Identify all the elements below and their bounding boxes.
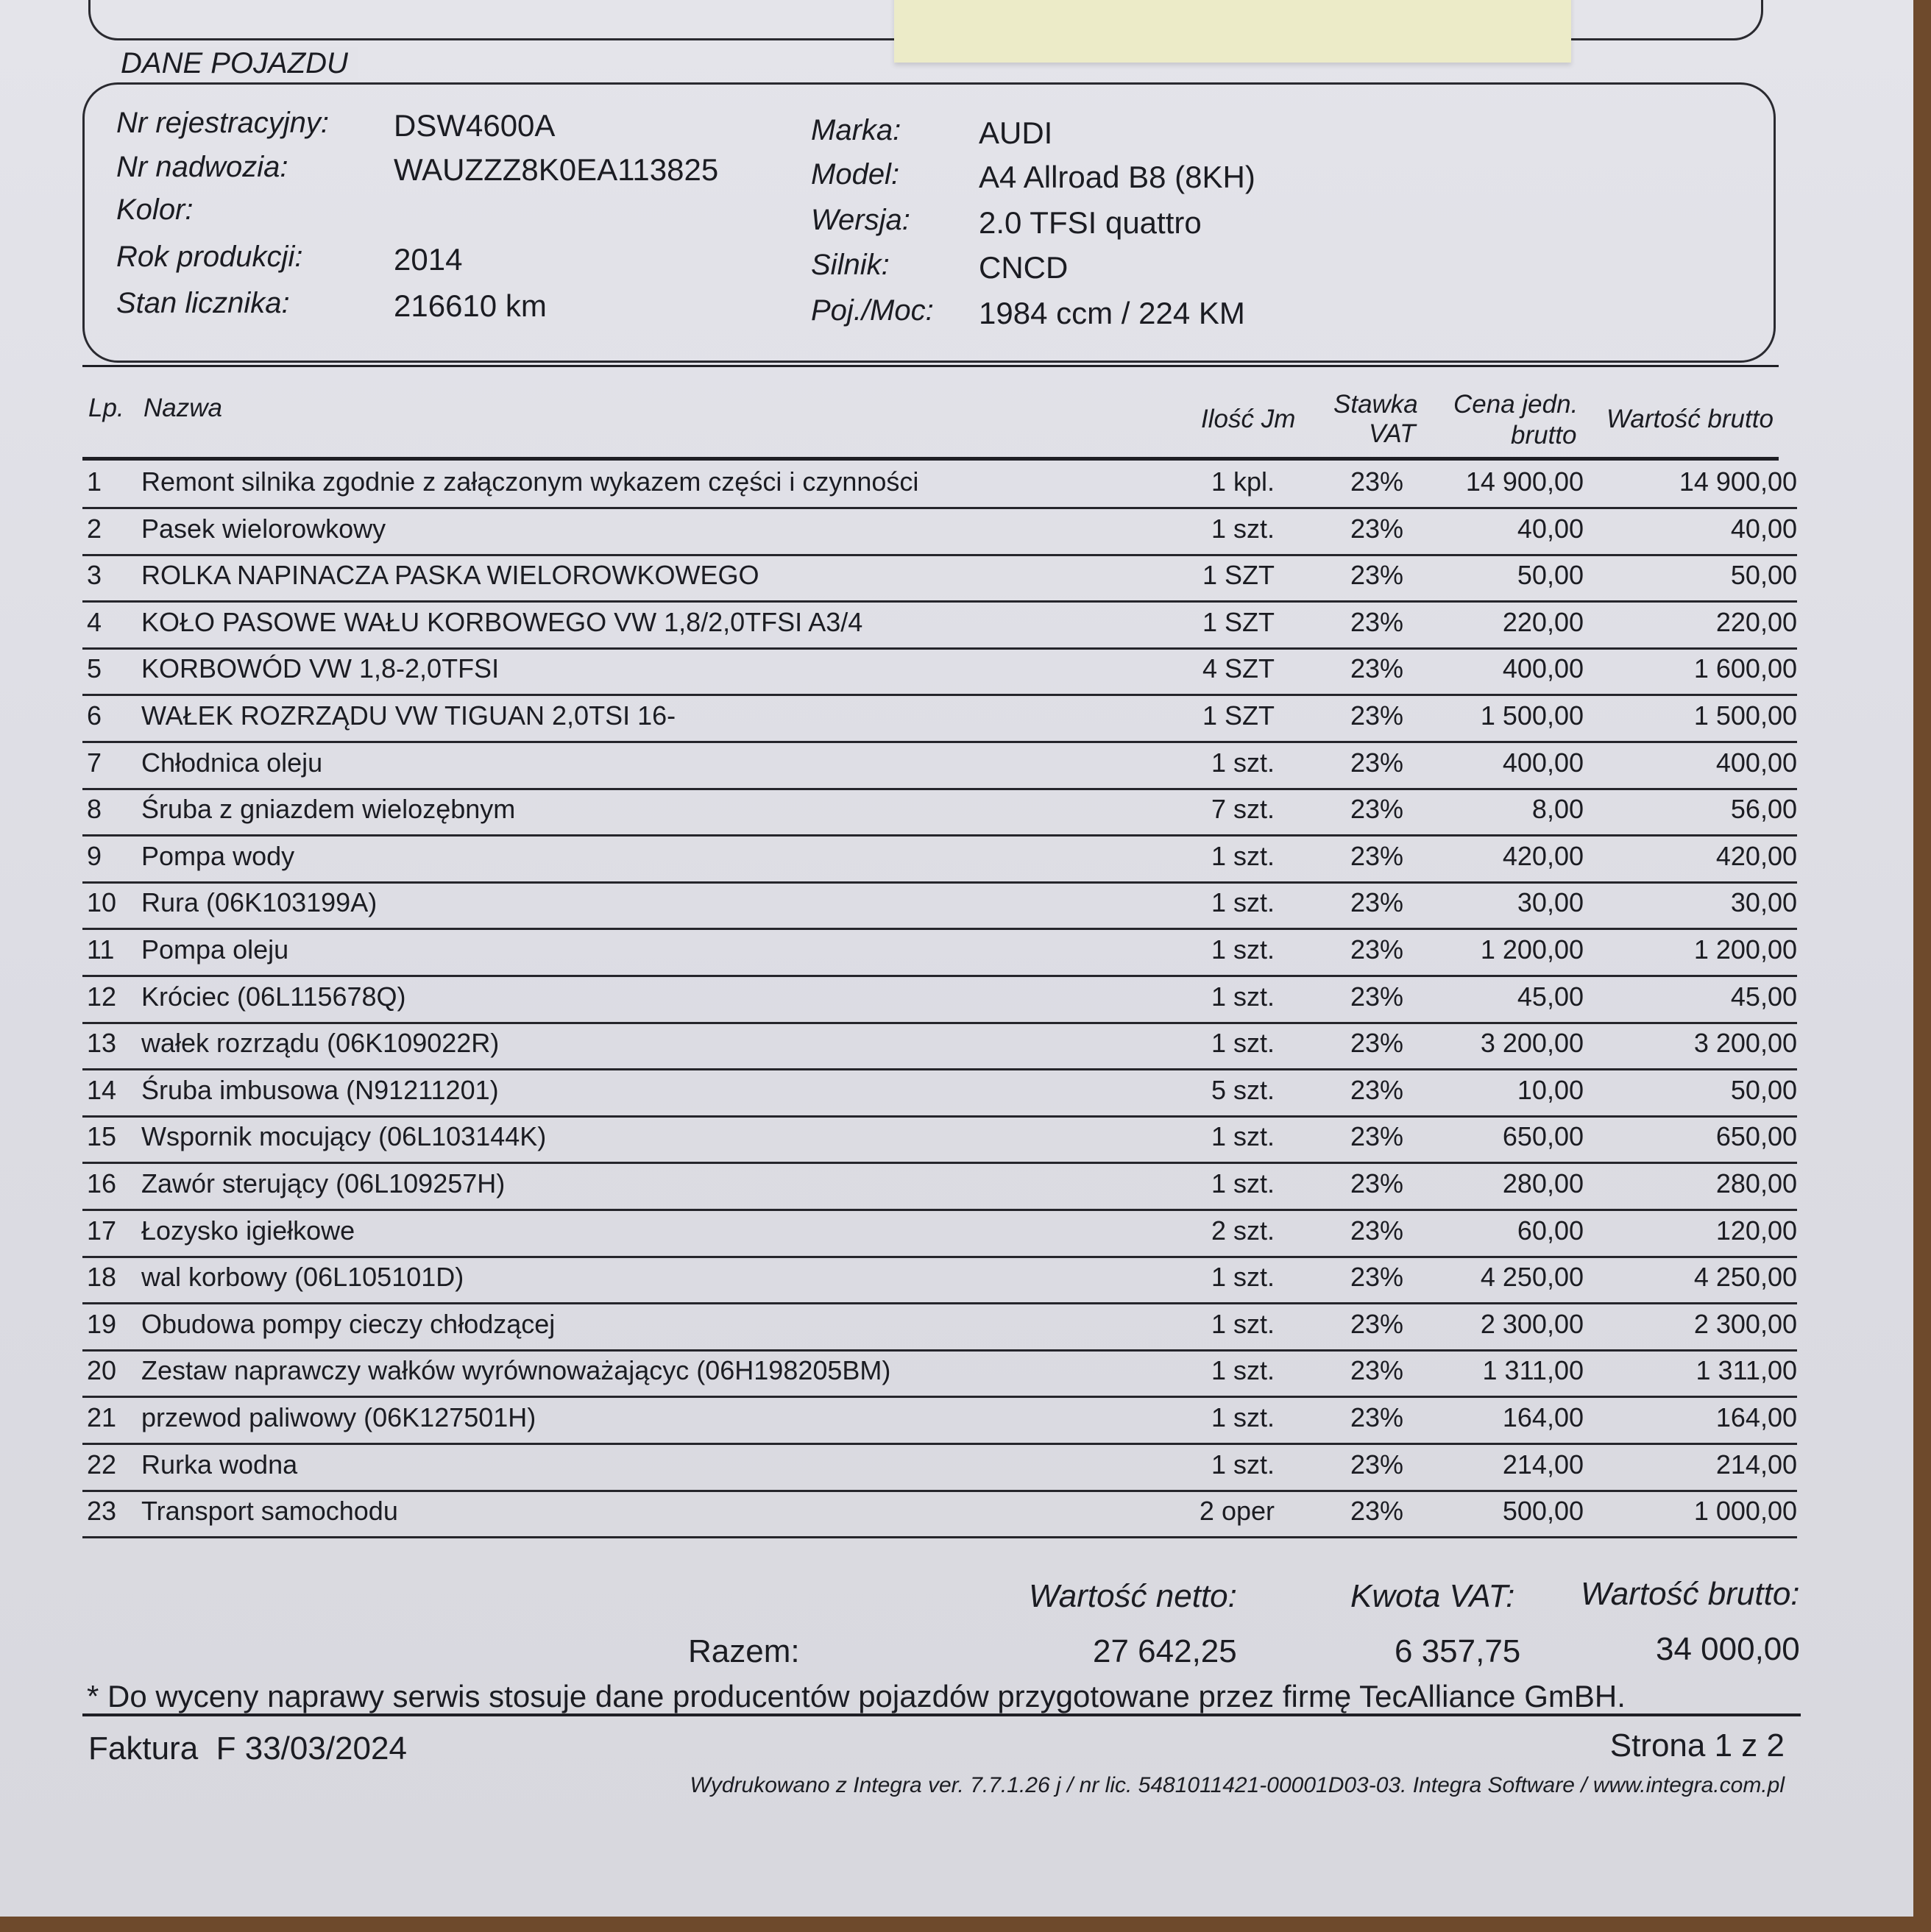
cell-unit-price: 1 500,00 <box>1480 700 1584 731</box>
invoice-number-value: F 33/03/2024 <box>216 1730 407 1766</box>
cell-qty: 1 szt. <box>1211 887 1275 917</box>
cell-lp: 23 <box>87 1496 117 1526</box>
cell-name: Rura (06K103199A) <box>141 887 378 917</box>
cell-name: Remont silnika zgodnie z załączonym wykazem części i czynności <box>141 466 919 497</box>
cell-total: 50,00 <box>1730 1075 1797 1105</box>
cell-lp: 7 <box>87 747 102 778</box>
cell-vat: 23% <box>1350 841 1403 871</box>
cell-total: 1 200,00 <box>1693 934 1797 965</box>
cell-vat: 23% <box>1350 887 1403 917</box>
vehicle-right-value-1: AUDI <box>979 116 1053 150</box>
cell-total: 400,00 <box>1715 747 1797 778</box>
cell-qty: 1 SZT <box>1202 700 1275 731</box>
cell-lp: 1 <box>87 466 102 497</box>
vehicle-right-label-2: Model: <box>811 158 900 191</box>
cell-name: wałek rozrządu (06K109022R) <box>141 1028 500 1058</box>
net-value: 27 642,25 <box>1093 1633 1237 1669</box>
vat-amount-value: 6 357,75 <box>1395 1633 1521 1669</box>
vehicle-right-label-4: Silnik: <box>811 249 890 281</box>
vehicle-right-value-3: 2.0 TFSI quattro <box>979 205 1202 240</box>
table-row <box>82 601 1797 650</box>
cell-unit-price: 220,00 <box>1502 607 1584 637</box>
cell-qty: 2 szt. <box>1211 1215 1275 1246</box>
cell-total: 2 300,00 <box>1693 1309 1797 1339</box>
table-row <box>82 1490 1797 1538</box>
table-row <box>82 1256 1797 1304</box>
vehicle-right-label-1: Marka: <box>811 114 901 146</box>
cell-name: wal korbowy (06L105101D) <box>141 1262 464 1292</box>
vehicle-right-label-5: Poj./Moc: <box>811 294 934 327</box>
header-total: Wartość brutto <box>1606 405 1774 433</box>
cell-unit-price: 214,00 <box>1502 1449 1584 1480</box>
vehicle-left-value-2: WAUZZZ8K0EA113825 <box>394 152 719 187</box>
cell-vat: 23% <box>1350 653 1403 683</box>
table-row <box>82 928 1797 977</box>
cell-total: 220,00 <box>1715 607 1797 637</box>
table-row <box>82 508 1797 556</box>
cell-vat: 23% <box>1350 794 1403 824</box>
cell-total: 3 200,00 <box>1693 1028 1797 1058</box>
cell-qty: 1 szt. <box>1211 1121 1275 1151</box>
cell-name: Śruba imbusowa (N91211201) <box>141 1075 499 1105</box>
cell-lp: 15 <box>87 1121 117 1151</box>
cell-vat: 23% <box>1350 1496 1403 1526</box>
cell-qty: 1 szt. <box>1211 1402 1275 1432</box>
vehicle-left-value-4: 2014 <box>394 242 463 277</box>
cell-lp: 2 <box>87 514 102 544</box>
page-number: Strona 1 z 2 <box>1609 1727 1785 1764</box>
cell-qty: 4 SZT <box>1202 653 1275 683</box>
vehicle-left-label-2: Nr nadwozia: <box>116 151 288 183</box>
cell-total: 280,00 <box>1715 1168 1797 1198</box>
header-vat-line2: VAT <box>1369 419 1416 448</box>
cell-unit-price: 45,00 <box>1517 981 1584 1012</box>
cell-lp: 10 <box>87 887 117 917</box>
footnote: * Do wyceny naprawy serwis stosuje dane producentów pojazdów przygotowane przez firmę TecAlliance GmBH. <box>87 1679 1626 1713</box>
table-row <box>82 1303 1797 1352</box>
vehicle-left-value-1: DSW4600A <box>394 108 556 143</box>
table-row <box>82 1210 1797 1258</box>
cell-qty: 1 szt. <box>1211 1168 1275 1198</box>
cell-qty: 1 kpl. <box>1211 466 1275 497</box>
cell-vat: 23% <box>1350 466 1403 497</box>
cell-lp: 16 <box>87 1168 117 1198</box>
table-row <box>82 647 1797 696</box>
cell-name: KORBOWÓD VW 1,8-2,0TFSI <box>141 653 500 683</box>
cell-unit-price: 14 900,00 <box>1465 466 1584 497</box>
vehicle-right-value-2: A4 Allroad B8 (8KH) <box>979 160 1255 194</box>
table-top-rule <box>82 365 1779 367</box>
cell-name: WAŁEK ROZRZĄDU VW TIGUAN 2,0TSI 16- <box>141 700 676 731</box>
vehicle-left-label-4: Rok produkcji: <box>116 241 303 273</box>
vehicle-right-value-4: CNCD <box>979 250 1069 285</box>
cell-unit-price: 60,00 <box>1517 1215 1584 1246</box>
cell-unit-price: 1 311,00 <box>1482 1355 1584 1385</box>
cell-lp: 9 <box>87 841 102 871</box>
cell-unit-price: 8,00 <box>1531 794 1584 824</box>
cell-name: Zestaw naprawczy wałków wyrównoważającyc (06H198205BM) <box>141 1355 891 1385</box>
cell-unit-price: 400,00 <box>1502 653 1584 683</box>
cell-qty: 1 szt. <box>1211 934 1275 965</box>
cell-qty: 1 szt. <box>1211 981 1275 1012</box>
table-row <box>82 1115 1797 1164</box>
header-name: Nazwa <box>144 394 222 422</box>
cell-name: Zawór sterujący (06L109257H) <box>141 1168 506 1198</box>
cell-vat: 23% <box>1350 1075 1403 1105</box>
cell-vat: 23% <box>1350 1168 1403 1198</box>
cell-total: 214,00 <box>1715 1449 1797 1480</box>
cell-lp: 4 <box>87 607 102 637</box>
vat-amount-label: Kwota VAT: <box>1350 1578 1515 1614</box>
cell-lp: 12 <box>87 981 117 1012</box>
cell-lp: 14 <box>87 1075 117 1105</box>
cell-total: 40,00 <box>1730 514 1797 544</box>
vehicle-right-value-5: 1984 ccm / 224 KM <box>979 296 1245 330</box>
cell-lp: 6 <box>87 700 102 731</box>
cell-unit-price: 4 250,00 <box>1480 1262 1584 1292</box>
cell-unit-price: 1 200,00 <box>1480 934 1584 965</box>
table-row <box>82 554 1797 603</box>
cell-unit-price: 10,00 <box>1517 1075 1584 1105</box>
cell-lp: 11 <box>87 934 115 965</box>
cell-name: przewod paliwowy (06K127501H) <box>141 1402 536 1432</box>
cell-qty: 1 szt. <box>1211 1262 1275 1292</box>
cell-name: Wspornik mocujący (06L103144K) <box>141 1121 547 1151</box>
cell-qty: 7 szt. <box>1211 794 1275 824</box>
cell-total: 1 000,00 <box>1693 1496 1797 1526</box>
printed-by-line: Wydrukowano z Integra ver. 7.7.1.26 j / nr lic. 5481011421-00001D03-03. Integra Software / www.integra.com.pl <box>690 1773 1785 1797</box>
gross-value: 34 000,00 <box>1656 1631 1800 1667</box>
cell-total: 56,00 <box>1730 794 1797 824</box>
cell-qty: 1 SZT <box>1202 560 1275 590</box>
cell-unit-price: 50,00 <box>1517 560 1584 590</box>
vehicle-left-label-5: Stan licznika: <box>116 287 290 319</box>
table-row <box>82 788 1797 837</box>
cell-vat: 23% <box>1350 607 1403 637</box>
gross-label: Wartość brutto: <box>1581 1576 1800 1612</box>
header-vat-line1: Stawka <box>1333 390 1418 419</box>
cell-lp: 22 <box>87 1449 117 1480</box>
cell-qty: 1 szt. <box>1211 514 1275 544</box>
header-price-line2: brutto <box>1511 421 1577 450</box>
cell-total: 1 600,00 <box>1693 653 1797 683</box>
cell-total: 650,00 <box>1715 1121 1797 1151</box>
cell-lp: 18 <box>87 1262 117 1292</box>
cell-unit-price: 420,00 <box>1502 841 1584 871</box>
cell-lp: 19 <box>87 1309 117 1339</box>
cell-qty: 5 szt. <box>1211 1075 1275 1105</box>
cell-name: Chłodnica oleju <box>141 747 323 778</box>
cell-total: 120,00 <box>1715 1215 1797 1246</box>
cell-unit-price: 2 300,00 <box>1480 1309 1584 1339</box>
cell-total: 1 500,00 <box>1693 700 1797 731</box>
cell-lp: 3 <box>87 560 102 590</box>
cell-unit-price: 3 200,00 <box>1480 1028 1584 1058</box>
vehicle-section-title: DANE POJAZDU <box>110 47 358 80</box>
cell-qty: 2 oper <box>1199 1496 1275 1526</box>
cell-unit-price: 650,00 <box>1502 1121 1584 1151</box>
cell-qty: 1 szt. <box>1211 1449 1275 1480</box>
vehicle-right-label-3: Wersja: <box>811 204 910 236</box>
cell-vat: 23% <box>1350 1355 1403 1385</box>
vehicle-left-label-3: Kolor: <box>116 193 194 226</box>
cell-vat: 23% <box>1350 1309 1403 1339</box>
cell-vat: 23% <box>1350 560 1403 590</box>
cell-vat: 23% <box>1350 934 1403 965</box>
cell-name: Śruba z gniazdem wielozębnym <box>141 794 516 824</box>
cell-total: 164,00 <box>1715 1402 1797 1432</box>
cell-vat: 23% <box>1350 981 1403 1012</box>
cell-total: 420,00 <box>1715 841 1797 871</box>
cell-lp: 8 <box>87 794 102 824</box>
cell-vat: 23% <box>1350 700 1403 731</box>
sticky-note <box>894 0 1571 63</box>
table-row <box>82 1349 1797 1398</box>
table-row <box>82 1069 1797 1118</box>
cell-vat: 23% <box>1350 1262 1403 1292</box>
table-row <box>82 1022 1797 1070</box>
cell-vat: 23% <box>1350 1121 1403 1151</box>
cell-name: Rurka wodna <box>141 1449 298 1480</box>
table-row <box>82 835 1797 884</box>
table-row <box>82 461 1797 509</box>
cell-qty: 1 szt. <box>1211 1309 1275 1339</box>
cell-unit-price: 30,00 <box>1517 887 1584 917</box>
table-row <box>82 881 1797 930</box>
table-row <box>82 976 1797 1024</box>
cell-name: Króciec (06L115678Q) <box>141 981 406 1012</box>
vehicle-left-value-5: 216610 km <box>394 288 547 323</box>
cell-total: 4 250,00 <box>1693 1262 1797 1292</box>
cell-vat: 23% <box>1350 1449 1403 1480</box>
cell-vat: 23% <box>1350 1028 1403 1058</box>
cell-qty: 1 szt. <box>1211 747 1275 778</box>
cell-qty: 1 szt. <box>1211 1355 1275 1385</box>
table-row <box>82 1162 1797 1211</box>
cell-lp: 21 <box>87 1402 117 1432</box>
net-label: Wartość netto: <box>1029 1578 1237 1614</box>
cell-total: 1 311,00 <box>1696 1355 1797 1385</box>
cell-vat: 23% <box>1350 514 1403 544</box>
table-row <box>82 742 1797 790</box>
cell-name: KOŁO PASOWE WAŁU KORBOWEGO VW 1,8/2,0TFSI A3/4 <box>141 607 863 637</box>
cell-total: 50,00 <box>1730 560 1797 590</box>
invoice-label: Faktura <box>88 1730 199 1766</box>
cell-qty: 1 szt. <box>1211 841 1275 871</box>
cell-lp: 20 <box>87 1355 117 1385</box>
table-row <box>82 695 1797 743</box>
cell-qty: 1 szt. <box>1211 1028 1275 1058</box>
header-price-line1: Cena jedn. <box>1453 390 1579 419</box>
invoice-number <box>88 1730 407 1767</box>
header-qty: Ilość Jm <box>1201 405 1296 433</box>
razem-label: Razem: <box>688 1633 800 1669</box>
cell-name: Pasek wielorowkowy <box>141 514 386 544</box>
cell-name: Transport samochodu <box>141 1496 398 1526</box>
cell-total: 45,00 <box>1730 981 1797 1012</box>
cell-lp: 5 <box>87 653 102 683</box>
cell-unit-price: 40,00 <box>1517 514 1584 544</box>
cell-total: 30,00 <box>1730 887 1797 917</box>
cell-lp: 17 <box>87 1215 117 1246</box>
cell-vat: 23% <box>1350 1402 1403 1432</box>
cell-name: Obudowa pompy cieczy chłodzącej <box>141 1309 556 1339</box>
header-lp: Lp. <box>88 394 124 422</box>
cell-vat: 23% <box>1350 747 1403 778</box>
cell-unit-price: 280,00 <box>1502 1168 1584 1198</box>
vehicle-left-label-1: Nr rejestracyjny: <box>116 107 329 139</box>
cell-name: ROLKA NAPINACZA PASKA WIELOROWKOWEGO <box>141 560 759 590</box>
table-row <box>82 1396 1797 1445</box>
table-row <box>82 1443 1797 1492</box>
footer-rule <box>82 1713 1801 1716</box>
cell-total: 14 900,00 <box>1679 466 1797 497</box>
cell-unit-price: 400,00 <box>1502 747 1584 778</box>
cell-lp: 13 <box>87 1028 117 1058</box>
cell-name: Pompa wody <box>141 841 295 871</box>
cell-unit-price: 500,00 <box>1502 1496 1584 1526</box>
cell-qty: 1 SZT <box>1202 607 1275 637</box>
cell-name: Pompa oleju <box>141 934 289 965</box>
cell-unit-price: 164,00 <box>1502 1402 1584 1432</box>
cell-vat: 23% <box>1350 1215 1403 1246</box>
cell-name: Łozysko igiełkowe <box>141 1215 355 1246</box>
